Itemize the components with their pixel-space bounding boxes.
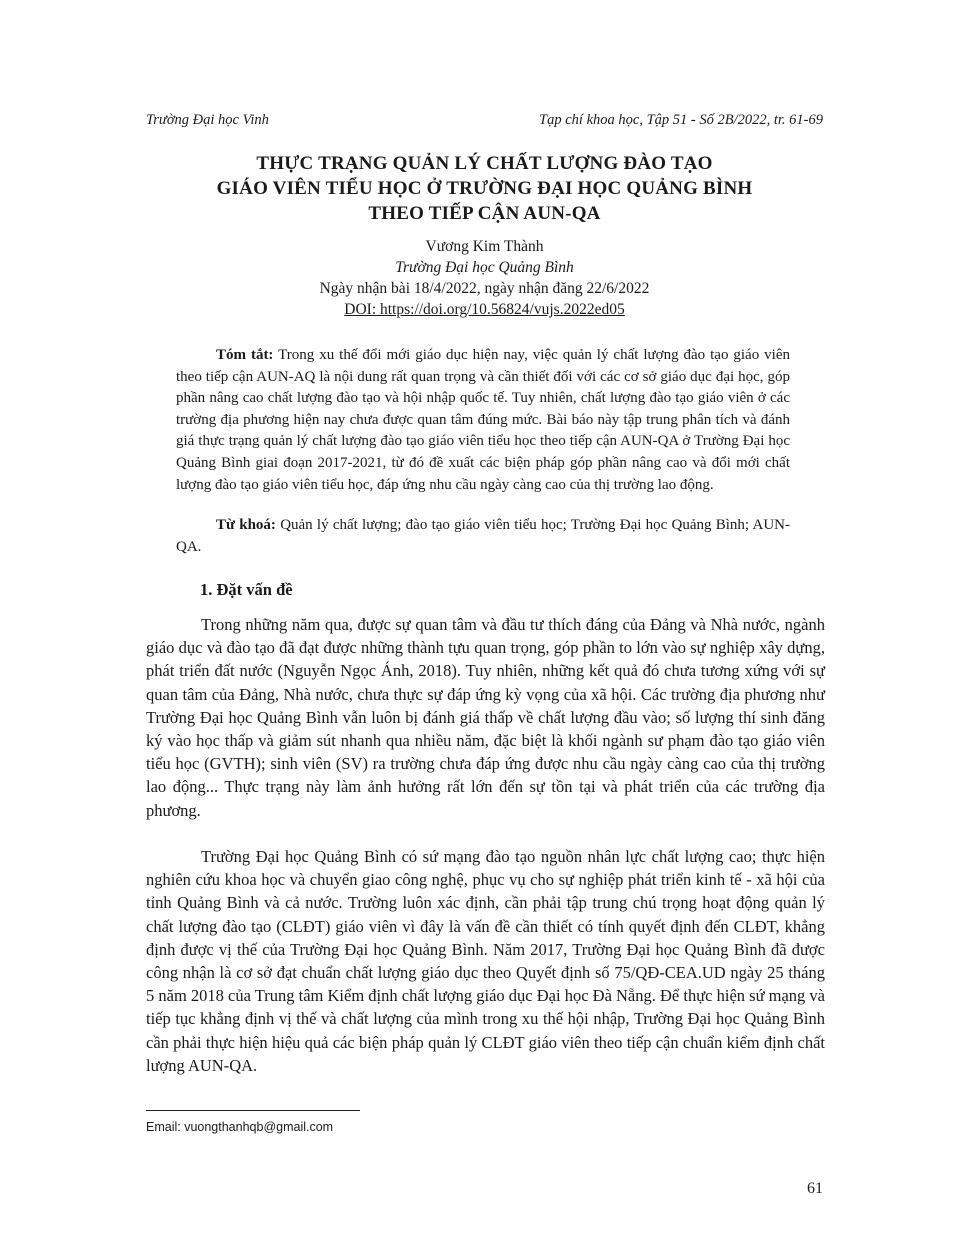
keywords-label: Từ khoá: [216,517,276,533]
title-line-2: GIÁO VIÊN TIỂU HỌC Ở TRƯỜNG ĐẠI HỌC QUẢNG BÌNH [216,178,753,199]
page-number: 61 [807,1180,823,1197]
section-heading: 1. Đặt vấn đề [200,580,293,599]
title-line-1: THỰC TRẠNG QUẢN LÝ CHẤT LƯỢNG ĐÀO TẠO [256,153,713,174]
abstract-label: Tóm tắt: [216,347,274,363]
author-affiliation: Trường Đại học Quảng Bình [395,259,574,276]
keywords-text: Quản lý chất lượng; đào tạo giáo viên tiểu học; Trường Đại học Quảng Bình; AUN-QA. [176,517,791,555]
submission-dates: Ngày nhận bài 18/4/2022, ngày nhận đăng 22/6/2022 [319,280,650,297]
keywords [176,515,790,558]
article-title [120,151,849,226]
title-line-3: THEO TIẾP CẬN AUN-QA [368,203,601,224]
author-name: Vương Kim Thành [425,238,544,255]
doi-link[interactable]: DOI: https://doi.org/10.56824/vujs.2022ed05 [344,301,625,318]
body-paragraph-1: Trong những năm qua, được sự quan tâm và đầu tư thích đáng của Đảng và Nhà nước, ngành giáo dục và đào tạo đã đạt được những thành tựu quan trọng, góp phần to lớn vào sự nghiệp xây dựng, phát triển đất nước (Nguyễn Ngọc Ánh, 2018). Tuy nhiên, những kết quả đó chưa tương xứng với sự quan tâm của Đảng, Nhà nước, chưa thực sự đáp ứng kỳ vọng của xã hội. Các trường địa phương như Trường Đại học Quảng Bình vẫn luôn bị đánh giá thấp về chất lượng đầu vào; số lượng thí sinh đăng ký vào học thấp và giảm sút nhanh qua nhiều năm, đặc biệt là khối ngành sư phạm đào tạo giáo viên tiểu học (GVTH); sinh viên (SV) ra trường chưa đáp ứng được nhu cầu ngày càng cao của thị trường lao động... Thực trạng này làm ảnh hưởng rất lớn đến sự tồn tại và phát triển của các trường địa phương. [146,615,825,820]
running-header-left: Trường Đại học Vinh [146,112,269,128]
footnote-divider [146,1110,360,1111]
footnote-email: Email: vuongthanhqb@gmail.com [146,1120,334,1134]
abstract [176,345,790,496]
body-paragraph-2: Trường Đại học Quảng Bình có sứ mạng đào tạo nguồn nhân lực chất lượng cao; thực hiện nghiên cứu khoa học và chuyển giao công nghệ, phục vụ cho sự nghiệp phát triển kinh tế - xã hội của tỉnh Quảng Bình và cả nước. Trường luôn xác định, cần phải tập trung chú trọng hoạt động quản lý chất lượng đào tạo (CLĐT) giáo viên vì đây là vấn đề cần thiết có tính quyết định đến CLĐT, khẳng định được vị thế của Trường Đại học Quảng Bình. Năm 2017, Trường Đại học Quảng Bình đã được công nhận là cơ sở đạt chuẩn chất lượng giáo dục theo Quyết định số 75/QĐ-CEA.UD ngày 25 tháng 5 năm 2018 của Trung tâm Kiểm định chất lượng giáo dục Đại học Đà Nẵng. Để thực hiện sứ mạng và tiếp tục khẳng định vị thế và chất lượng của mình trong xu thế hội nhập, Trường Đại học Quảng Bình cần phải thực hiện hiệu quả các biện pháp quản lý CLĐT giáo viên theo tiếp cận chuẩn kiểm định chất lượng AUN-QA. [146,847,825,1075]
abstract-text: Trong xu thế đổi mới giáo dục hiện nay, việc quản lý chất lượng đào tạo giáo viên theo tiếp cận AUN-AQ là nội dung rất quan trọng và cần thiết đối với các cơ sở giáo dục đại học, góp phần nâng cao chất lượng đào tạo và hội nhập quốc tế. Tuy nhiên, chất lượng đào tạo giáo viên ở các trường địa phương hiện nay chưa được quan tâm đúng mức. Bài báo này tập trung phân tích và đánh giá thực trạng quản lý chất lượng đào tạo giáo viên tiểu học theo tiếp cận AUN-QA ở Trường Đại học Quảng Bình giai đoạn 2017-2021, từ đó đề xuất các biện pháp góp phần nâng cao và đổi mới chất lượng đào tạo giáo viên tiểu học, đáp ứng nhu cầu ngày càng cao của thị trường lao động. [176,347,790,493]
running-header-right: Tạp chí khoa học, Tập 51 - Số 2B/2022, tr. 61-69 [539,112,823,128]
